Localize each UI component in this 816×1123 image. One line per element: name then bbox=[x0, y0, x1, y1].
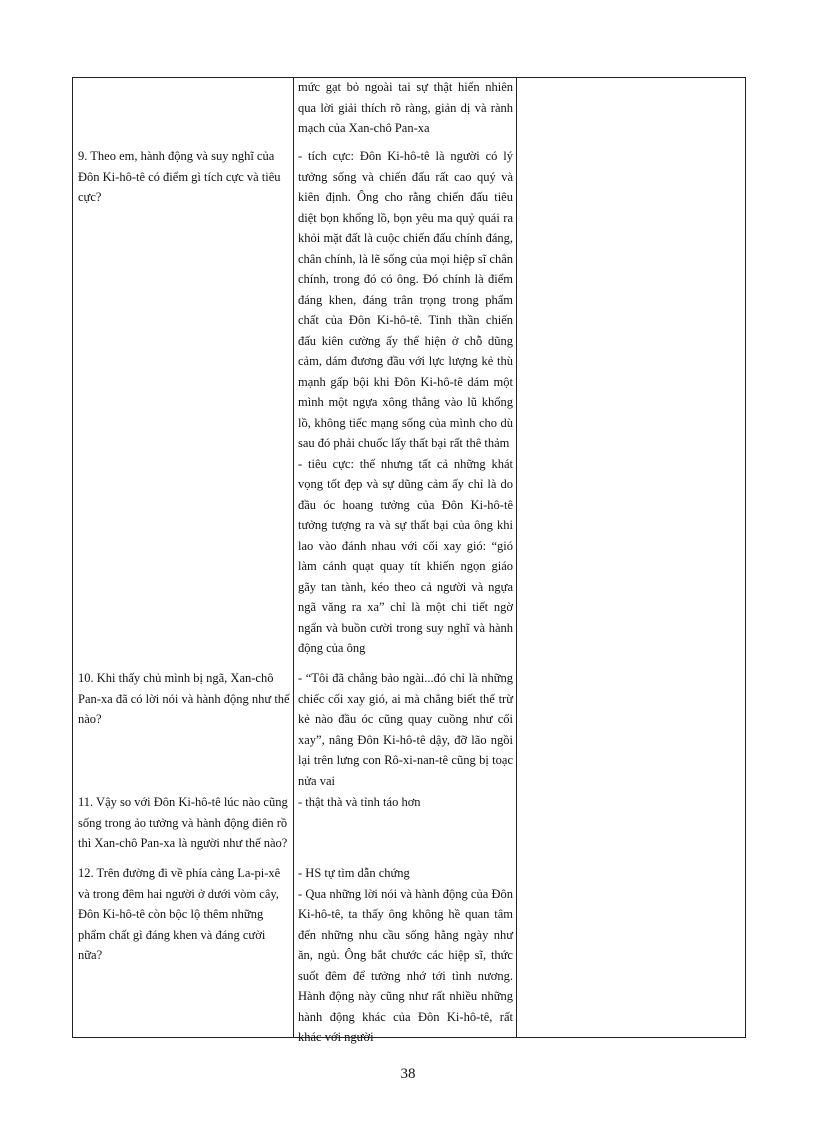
answer-11 bbox=[298, 792, 513, 813]
answer-paragraph: - “Tôi đã chẳng bảo ngài...đó chỉ là những chiếc cối xay gió, ai mà chẳng biết thế trừ kẻ nào đầu óc cũng quay cuồng như cối xay”, nâng Đôn Ki-hô-tê dậy, đỡ lão ngồi lại trên lưng con Rô-xi-nan-tê cũng bị toạc nửa vai bbox=[298, 671, 513, 788]
answer-continued bbox=[298, 77, 513, 139]
question-11: 11. Vậy so với Đôn Ki-hô-tê lúc nào cũng sống trong ảo tưởng và hành động điên rồ thì Xan-chô Pan-xa là người như thế nào? bbox=[78, 795, 288, 850]
answer-paragraph: - tiêu cực: thế nhưng tất cả những khát vọng tốt đẹp và sự dũng cảm ấy chỉ là do đầu óc hoang tưởng của Đôn Ki-hô-tê tưởng tượng ra và sự thất bại của ông khi lao vào đánh nhau với cối xay gió: “gió làm cánh quạt quay tít khiến ngọn giáo gãy tan tành, kéo theo cả người và ngựa ngã văng ra xa” chỉ là một chi tiết ngờ ngẩn và buồn cười trong suy nghĩ và hành động của ông bbox=[298, 456, 513, 655]
answer-paragraph: - thật thà và tỉnh táo hơn bbox=[298, 795, 421, 809]
notes-column bbox=[517, 78, 746, 1038]
question-column bbox=[73, 78, 294, 1038]
answer-paragraph: - HS tự tìm dẫn chứng bbox=[298, 866, 410, 880]
answer-paragraph: - tích cực: Đôn Ki-hô-tê là người có lý tưởng sống và chiến đấu rất cao quý và kiên định. Ông cho rằng chiến đấu tiêu diệt bọn khổng lồ, bọn yêu ma quỷ quái ra khỏi mặt đất là cuộc chiến đấu chính đáng, chân chính, là lẽ sống của mọi hiệp sĩ chân chính, trong đó có ông. Đó chính là điểm đáng khen, đáng trân trọng trong phẩm chất của Đôn Ki-hô-tê. Tinh thần chiến đấu kiên cường ấy thể hiện ở chỗ dũng cảm, dám đương đầu với lực lượng kẻ thù mạnh gấp bội khi Đôn Ki-hô-tê dám một mình một ngựa xông thẳng vào lũ khổng lồ, không tiếc mạng sống của mình cho dù sau đó phải chuốc lấy thất bại rất thê thảm bbox=[298, 149, 513, 450]
question-10: 10. Khi thấy chủ mình bị ngã, Xan-chô Pan-xa đã có lời nói và hành động như thế nào? bbox=[78, 671, 290, 726]
answer-paragraph: mức gạt bỏ ngoài tai sự thật hiển nhiên qua lời giải thích rõ ràng, giản dị và rành mạch của Xan-chô Pan-xa bbox=[298, 80, 513, 135]
answer-column bbox=[294, 78, 517, 1044]
question-9: 9. Theo em, hành động và suy nghĩ của Đôn Ki-hô-tê có điểm gì tích cực và tiêu cực? bbox=[78, 149, 281, 204]
answer-12 bbox=[298, 863, 513, 1048]
question-12: 12. Trên đường đi về phía cảng La-pi-xê và trong đêm hai người ở dưới vòm cây, Đôn Ki-hô-tê còn bộc lộ thêm những phẩm chất gì đáng khen và đáng cười nữa? bbox=[78, 866, 281, 962]
page-number: 38 bbox=[400, 1066, 416, 1082]
table-row bbox=[73, 78, 746, 1038]
answer-paragraph: - Qua những lời nói và hành động của Đôn Ki-hô-tê, ta thấy ông không hề quan tâm đến những nhu cầu sống hằng ngày như ăn, ngủ. Ông bắt chước các hiệp sĩ, thức suốt đêm để tưởng nhớ tới tình nương. Hành động này cũng như rất nhiều những hành động khác của Đôn Ki-hô-tê, rất khác với người bbox=[298, 886, 513, 1044]
answer-10 bbox=[298, 668, 513, 791]
answer-9 bbox=[298, 146, 513, 659]
qa-table bbox=[72, 77, 746, 1044]
